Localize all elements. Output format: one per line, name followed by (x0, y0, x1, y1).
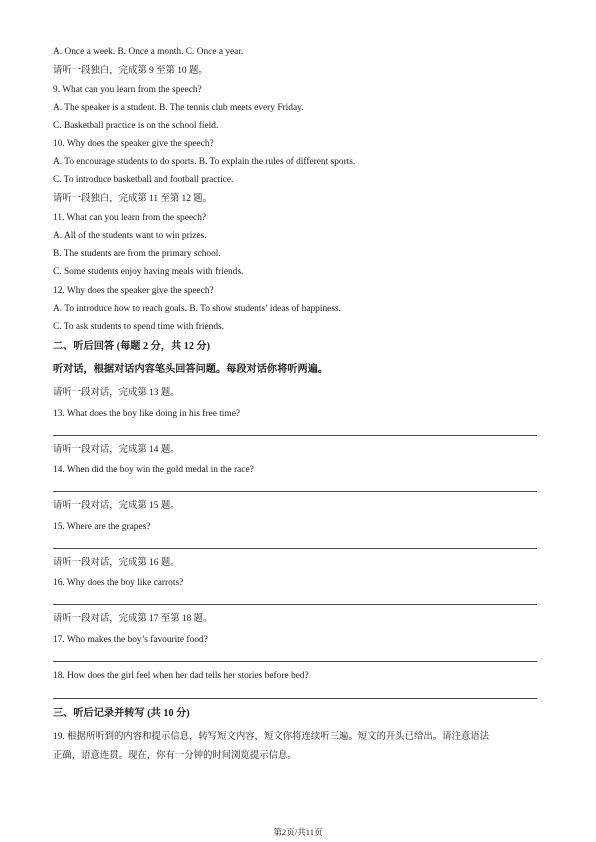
question-13: 13. What does the boy like doing in his free time? (53, 409, 241, 419)
q10-options-ab: A. To encourage students to do sports. B. To explain the rules of different sports. (53, 157, 356, 167)
answer-line-14 (53, 491, 537, 492)
answer-line-13 (53, 435, 537, 436)
question-15: 15. Where are the grapes? (53, 522, 151, 532)
q11-option-c: C. Some students enjoy having meals with friends. (53, 267, 244, 277)
question-10: 10. Why does the speaker give the speech? (53, 139, 214, 149)
section-2-heading: 二、听后回答 (每题 2 分，共 12 分) (53, 341, 211, 352)
instruction-q15: 请听一段对话，完成第 15 题。 (53, 501, 180, 511)
line-q8-options: A. Once a week. B. Once a month. C. Once a year. (53, 47, 244, 57)
question-12: 12. Why does the speaker give the speech? (53, 286, 214, 296)
section-2-directions: 听对话，根据对话内容笔头回答问题。每段对话你将听两遍。 (53, 364, 329, 375)
instruction-q9-10: 请听一段独白，完成第 9 至第 10 题。 (53, 66, 208, 76)
q10-option-c: C. To introduce basketball and football practice. (53, 175, 234, 185)
instruction-q13: 请听一段对话，完成第 13 题。 (53, 388, 180, 398)
answer-line-15 (53, 548, 537, 549)
question-19-line2: 正确，语意连贯。现在，你有一分钟的时间浏览提示信息。 (53, 751, 297, 761)
page-footer: 第2页/共11页 (273, 827, 323, 837)
instruction-q17-18: 请听一段对话，完成第 17 至第 18 题。 (53, 614, 213, 624)
question-18: 18. How does the girl feel when her dad tells her stories before bed? (53, 671, 309, 681)
question-9: 9. What can you learn from the speech? (53, 85, 202, 95)
q12-option-c: C. To ask students to spend time with friends. (53, 322, 225, 332)
section-3-heading: 三、听后记录并转写 (共 10 分) (53, 708, 190, 719)
answer-line-17 (53, 661, 537, 662)
question-16: 16. Why does the boy like carrots? (53, 578, 184, 588)
q9-option-c: C. Basketball practice is on the school field. (53, 121, 219, 131)
question-19-line1: 19. 根据所听到的内容和提示信息，转写短文内容，短文你将连续听三遍。短文的开头已给出。请注意语法 (53, 732, 489, 742)
instruction-q16: 请听一段对话，完成第 16 题。 (53, 558, 180, 568)
q9-options-ab: A. The speaker is a student. B. The tennis club meets every Friday. (53, 103, 304, 113)
instruction-q11-12: 请听一段独白，完成第 11 至第 12 题。 (53, 194, 213, 204)
q11-option-a: A. All of the students want to win prizes. (53, 231, 207, 241)
question-14: 14. When did the boy win the gold medal in the race? (53, 465, 254, 475)
instruction-q14: 请听一段对话，完成第 14 题。 (53, 445, 180, 455)
q11-option-b: B. The students are from the primary school. (53, 249, 221, 259)
answer-line-16 (53, 604, 537, 605)
answer-line-18 (53, 698, 537, 699)
q12-options-ab: A. To introduce how to reach goals. B. To show students’ ideas of happiness. (53, 304, 341, 314)
question-11: 11. What can you learn from the speech? (53, 213, 207, 223)
question-17: 17. Who makes the boy’s favourite food? (53, 635, 208, 645)
